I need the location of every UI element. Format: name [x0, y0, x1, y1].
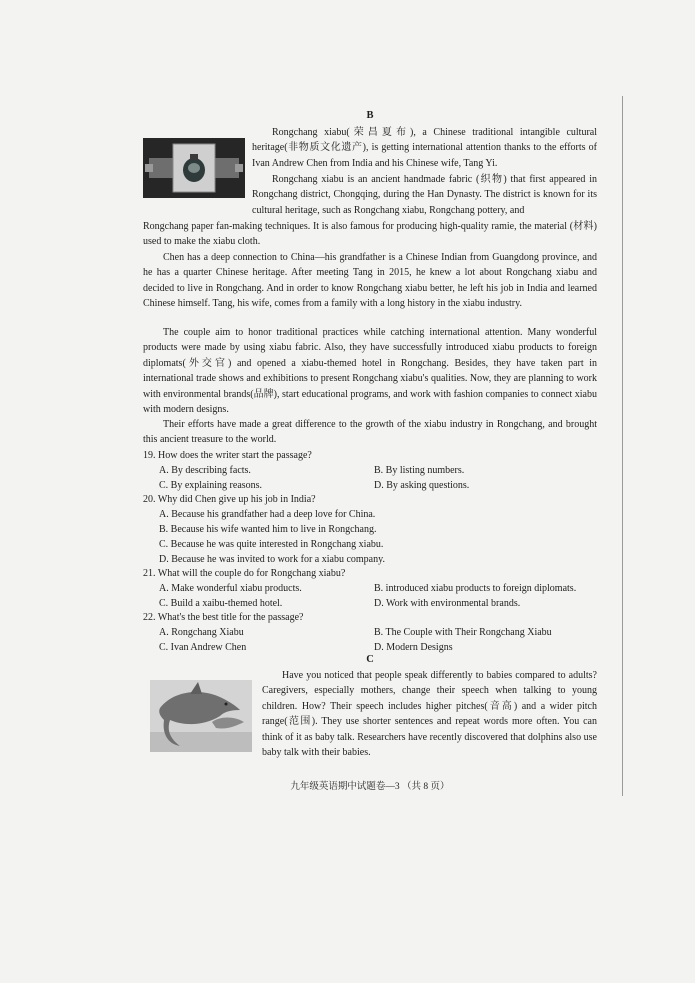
- question-22-option-b: B. The Couple with Their Rongchang Xiabu: [374, 627, 552, 638]
- question-20-option-a: A. Because his grandfather had a deep love for China.: [159, 509, 376, 520]
- question-19-option-c: C. By explaining reasons.: [159, 480, 263, 491]
- section-b-paragraph-2-continued: Rongchang paper fan-making techniques. It is also famous for producing high-quality ramie, the material (材料) used to make the xiabu cloth.: [143, 221, 597, 248]
- section-b-paragraph-4: The couple aim to honor traditional practices while catching international attention. Many wonderful products were made by using xiabu fabric. Also, they have successfully introduced xiabu products to foreign diplomats(外交官) and opened a xiabu-themed hotel in Rongchang. Besides, they have taken part in international trade shows and exhibitions to present Rongchang xiabu's qualities. Now, they are planning to work with environmental brands(品牌), start educational programs, and work with fashion companies to connect xiabu with modern designs.: [143, 327, 597, 416]
- section-b-paragraph-3: Chen has a deep connection to China—his grandfather is a Chinese Indian from Guangdong province, and he has a quarter Chinese heritage. After meeting Tang in 2015, he knew a lot about Rongchang xiabu and decided to live in Rongchang. And in order to know Rongchang xiabu better, he left his job in India and learned Chinese himself. Tang, his wife, comes from a family with a long history in the xiabu industry.: [143, 252, 597, 310]
- question-20-option-d: D. Because he was invited to work for a xiabu company.: [159, 554, 385, 565]
- question-22-option-d: D. Modern Designs: [374, 642, 453, 653]
- question-21-option-a: A. Make wonderful xiabu products.: [159, 583, 302, 594]
- question-21-option-b: B. introduced xiabu products to foreign diplomats.: [374, 583, 577, 594]
- question-20-stem: 20. Why did Chen give up his job in India?: [143, 494, 316, 505]
- section-b-title: B: [366, 110, 374, 121]
- question-20-option-b: B. Because his wife wanted him to live in Rongchang.: [159, 524, 377, 535]
- dolphins-image: [150, 680, 252, 752]
- section-b-paragraph-1: Rongchang xiabu(荣昌夏布), a Chinese traditional intangible cultural heritage(非物质文化遗产), is getting international attention thanks to the efforts of Ivan Andrew Chen from India and his Chinese wife, Tang Yi.: [252, 127, 597, 169]
- xiabu-artwork-image: [143, 138, 245, 198]
- margin-rule: [622, 96, 623, 796]
- question-21-option-c: C. Build a xaibu-themed hotel.: [159, 598, 283, 609]
- section-c-paragraph-1: Have you noticed that people speak differently to babies compared to adults? Caregivers, especially mothers, change their speech when talking to young children. How? Their speech includes higher pitches(音高) and a wider pitch range(范围). They use shorter sentences and repeat words more often. You can think of it as baby talk. Researchers have recently discovered that dolphins also use baby talk with their babies.: [262, 670, 597, 759]
- question-19-option-a: A. By describing facts.: [159, 465, 251, 476]
- section-b-paragraph-2: Rongchang xiabu is an ancient handmade fabric (织物) that first appeared in Rongchang district, Chongqing, during the Han Dynasty. The district is known for its cultural heritage, such as Rongchang xiabu, Rongchang pottery, and: [252, 174, 597, 216]
- question-19-option-d: D. By asking questions.: [374, 480, 470, 491]
- question-21-stem: 21. What will the couple do for Rongchang xiabu?: [143, 568, 346, 579]
- question-22-stem: 22. What's the best title for the passage?: [143, 612, 304, 623]
- section-c-title: C: [366, 654, 374, 665]
- section-b-paragraph-5: Their efforts have made a great difference to the growth of the xiabu industry in Rongchang, and brought this ancient treasure to the world.: [143, 419, 597, 446]
- page-footer: 九年级英语期中试题卷—3 （共 8 页）: [290, 782, 450, 792]
- question-19-option-b: B. By listing numbers.: [374, 465, 465, 476]
- question-22-option-c: C. Ivan Andrew Chen: [159, 642, 247, 653]
- question-21-option-d: D. Work with environmental brands.: [374, 598, 521, 609]
- question-22-option-a: A. Rongchang Xiabu: [159, 627, 244, 638]
- question-20-option-c: C. Because he was quite interested in Rongchang xiabu.: [159, 539, 384, 550]
- question-19-stem: 19. How does the writer start the passage?: [143, 450, 312, 461]
